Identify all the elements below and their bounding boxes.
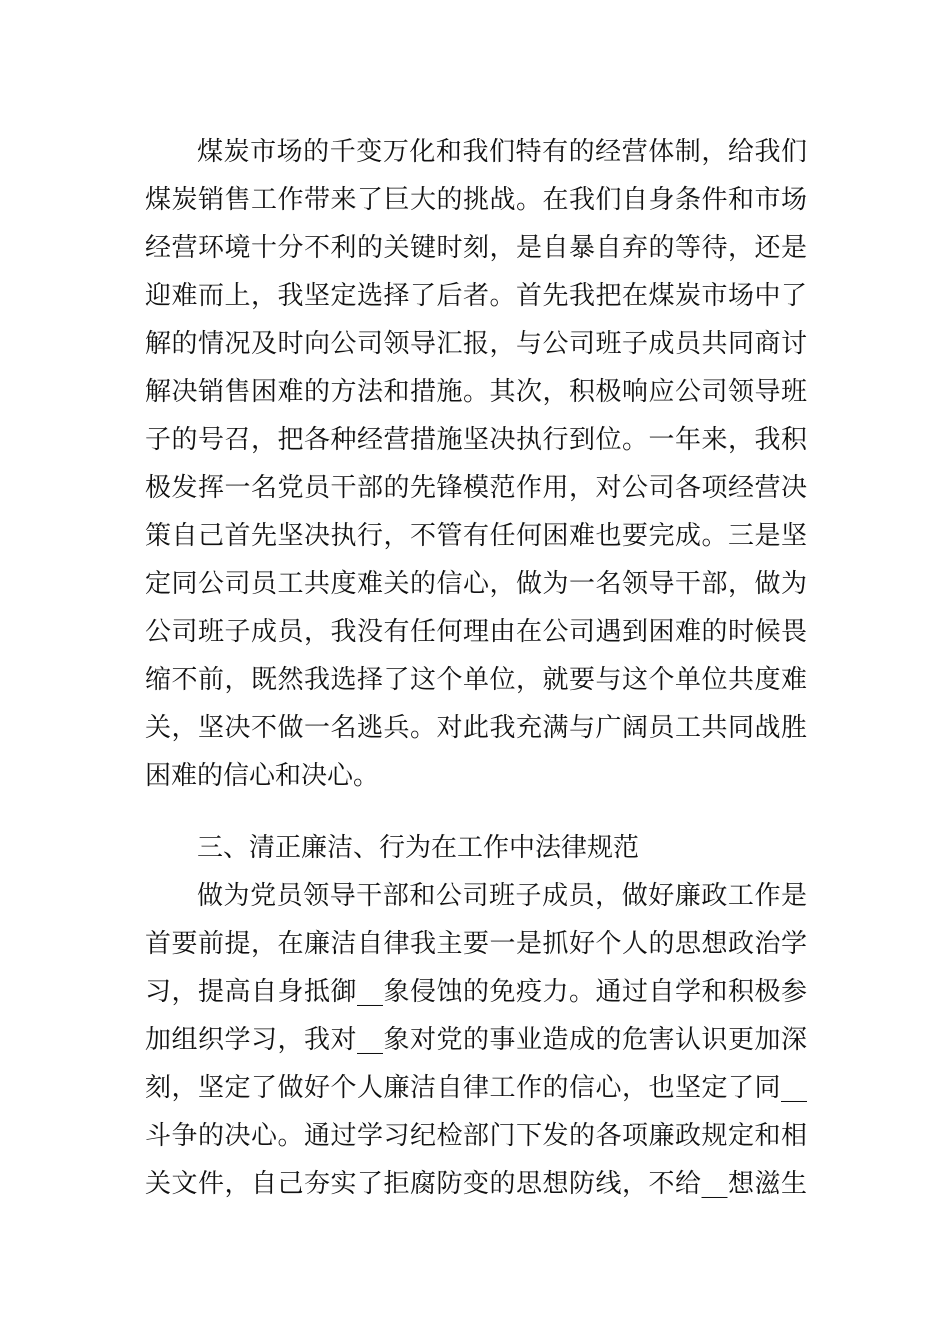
- paragraph-2-line: 加组织学习，我对__象对党的事业造成的危害认识更加深: [145, 1025, 807, 1055]
- section-heading-block: [145, 824, 807, 872]
- paragraph-2-line: 习，提高自身抵御__象侵蚀的免疫力。通过自学和积极参: [145, 977, 807, 1007]
- paragraph-1-line: 困难的信心和决心。: [145, 761, 380, 791]
- paragraph-2-line: 首要前提，在廉洁自律我主要一是抓好个人的思想政治学: [145, 929, 807, 959]
- paragraph-1-line: 定同公司员工共度难关的信心，做为一名领导干部，做为: [145, 569, 807, 599]
- paragraph-2-line: 斗争的决心。通过学习纪检部门下发的各项廉政规定和相: [145, 1121, 807, 1151]
- section-heading: 三、清正廉洁、行为在工作中法律规范: [197, 833, 640, 863]
- paragraph-1-line: 解决销售困难的方法和措施。其次，积极响应公司领导班: [145, 377, 807, 407]
- paragraph-1-line: 极发挥一名党员干部的先锋模范作用，对公司各项经营决: [145, 473, 807, 503]
- paragraph-1-line: 经营环境十分不利的关键时刻，是自暴自弃的等待，还是: [145, 233, 807, 263]
- paragraph-1-line: 公司班子成员，我没有任何理由在公司遇到困难的时候畏: [145, 617, 807, 647]
- paragraph-2-line: 做为党员领导干部和公司班子成员，做好廉政工作是: [197, 881, 807, 911]
- paragraph-1-line: 缩不前，既然我选择了这个单位，就要与这个单位共度难: [145, 665, 807, 695]
- paragraph-1-line: 解的情况及时向公司领导汇报，与公司班子成员共同商讨: [145, 329, 807, 359]
- paragraph-2-line: 刻，坚定了做好个人廉洁自律工作的信心，也坚定了同__: [145, 1073, 807, 1103]
- paragraph-1-line: 子的号召，把各种经营措施坚决执行到位。一年来，我积: [145, 425, 807, 455]
- paragraph-1-line: 煤炭市场的千变万化和我们特有的经营体制，给我们: [197, 137, 807, 167]
- paragraph-1-line: 关，坚决不做一名逃兵。对此我充满与广阔员工共同战胜: [145, 713, 807, 743]
- paragraph-1-line: 迎难而上，我坚定选择了后者。首先我把在煤炭市场中了: [145, 281, 807, 311]
- paragraph-1: [145, 128, 807, 800]
- paragraph-2: [145, 872, 807, 1208]
- paragraph-2-line: 关文件，自己夯实了拒腐防变的思想防线，不给__想滋生: [145, 1169, 807, 1199]
- paragraph-1-line: 策自己首先坚决执行，不管有任何困难也要完成。三是坚: [145, 521, 807, 551]
- paragraph-1-line: 煤炭销售工作带来了巨大的挑战。在我们自身条件和市场: [145, 185, 807, 215]
